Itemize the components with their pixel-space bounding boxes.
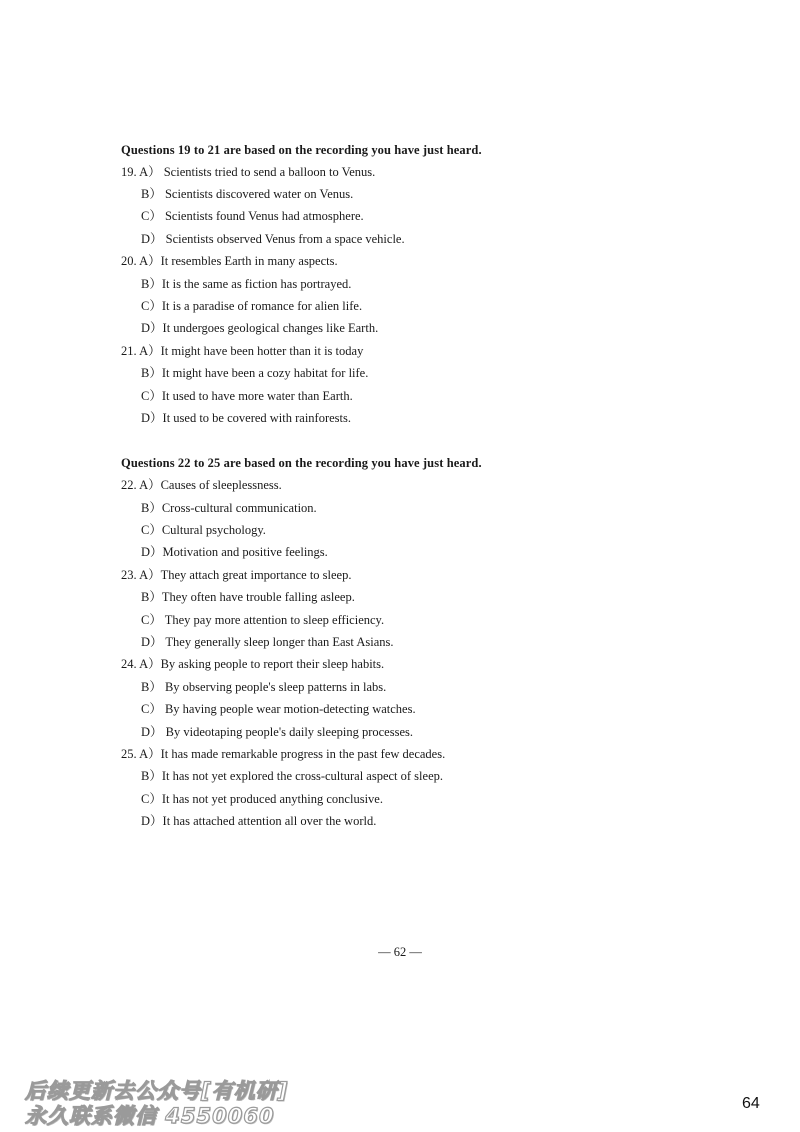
question-25-option-d: D）It has attached attention all over the world. [141, 814, 377, 828]
corner-page-number: 64 [742, 1095, 760, 1112]
watermark-line-1: 后续更新去公众号[有机研] [25, 1079, 289, 1103]
question-20-option-d: D）It undergoes geological changes like Earth. [141, 321, 379, 335]
question-22-option-a: 22. A）Causes of sleeplessness. [121, 478, 282, 492]
question-19-option-b: B） Scientists discovered water on Venus. [141, 187, 354, 201]
question-23-option-b: B）They often have trouble falling asleep. [141, 590, 355, 604]
question-19-option-a: 19. A） Scientists tried to send a balloon to Venus. [121, 165, 376, 179]
question-22-option-b: B）Cross-cultural communication. [141, 501, 317, 515]
question-21-option-a: 21. A）It might have been hotter than it is today [121, 344, 364, 358]
watermark-line-2: 永久联系微信 4550060 [25, 1104, 275, 1128]
question-20-option-a: 20. A）It resembles Earth in many aspects. [121, 254, 338, 268]
question-23-option-d: D） They generally sleep longer than East Asians. [141, 635, 394, 649]
question-24-option-c: C） By having people wear motion-detecting watches. [141, 702, 416, 716]
question-23-option-a: 23. A）They attach great importance to sleep. [121, 568, 352, 582]
question-22-option-c: C）Cultural psychology. [141, 523, 266, 537]
question-23-option-c: C） They pay more attention to sleep efficiency. [141, 613, 385, 627]
page-number: — 62 — [378, 945, 422, 959]
question-20-option-b: B）It is the same as fiction has portrayed. [141, 277, 352, 291]
section-heading: Questions 22 to 25 are based on the recording you have just heard. [121, 456, 482, 470]
question-25-option-a: 25. A）It has made remarkable progress in the past few decades. [121, 747, 446, 761]
question-22-option-d: D）Motivation and positive feelings. [141, 545, 328, 559]
question-21-option-b: B）It might have been a cozy habitat for life. [141, 366, 369, 380]
question-21-option-c: C）It used to have more water than Earth. [141, 389, 353, 403]
section-heading: Questions 19 to 21 are based on the recording you have just heard. [121, 143, 482, 157]
question-24-option-d: D） By videotaping people's daily sleeping processes. [141, 725, 413, 739]
question-20-option-c: C）It is a paradise of romance for alien life. [141, 299, 363, 313]
question-21-option-d: D）It used to be covered with rainforests. [141, 411, 352, 425]
question-19-option-c: C） Scientists found Venus had atmosphere. [141, 209, 364, 223]
question-24-option-b: B） By observing people's sleep patterns in labs. [141, 680, 387, 694]
question-24-option-a: 24. A）By asking people to report their sleep habits. [121, 657, 385, 671]
question-25-option-c: C）It has not yet produced anything conclusive. [141, 792, 383, 806]
question-25-option-b: B）It has not yet explored the cross-cultural aspect of sleep. [141, 769, 443, 783]
question-19-option-d: D） Scientists observed Venus from a space vehicle. [141, 232, 405, 246]
